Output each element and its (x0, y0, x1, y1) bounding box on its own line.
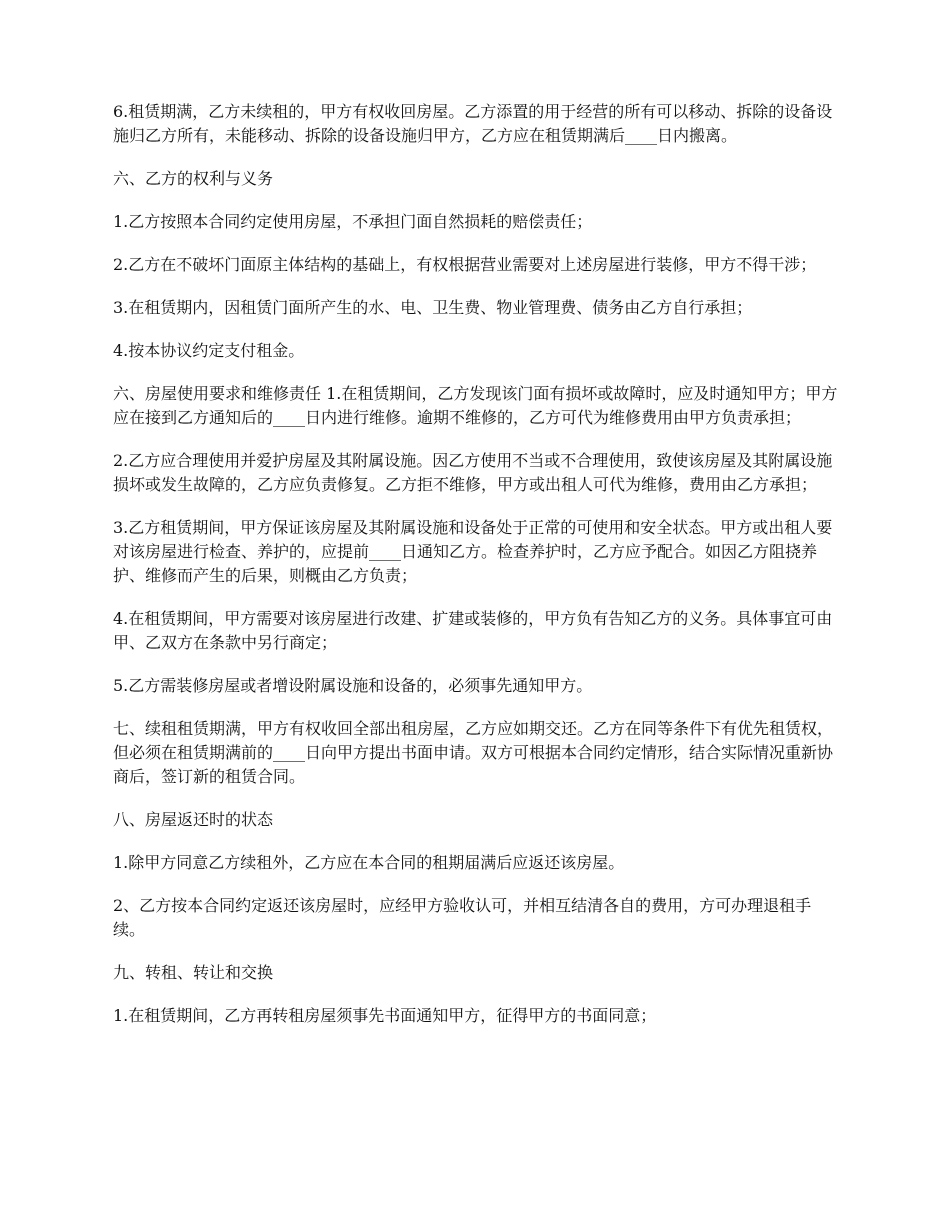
lessee-rights-item-1: 1.乙方按照本合同约定使用房屋，不承担门面自然损耗的赔偿责任； (113, 212, 593, 231)
maintenance-item-2: 2.乙方应合理使用并爱护房屋及其附属设施。因乙方使用不当或不合理使用，致使该房屋及其附属设施损坏或发生故障的，乙方应负责修复。乙方拒不维修，甲方或出租人可代为维修，费用由乙方承担； (113, 451, 833, 494)
section-heading-return-state: 八、房屋返还时的状态 (113, 810, 274, 829)
lessee-rights-item-4: 4.按本协议约定支付租金。 (113, 341, 305, 360)
maintenance-item-5: 5.乙方需装修房屋或者增设附属设施和设备的，必须事先通知甲方。 (113, 676, 593, 695)
sublease-item-1: 1.在租赁期间，乙方再转租房屋须事先书面通知甲方，征得甲方的书面同意； (113, 1006, 657, 1025)
lessee-rights-item-2: 2.乙方在不破坏门面原主体结构的基础上，有权根据营业需要对上述房屋进行装修，甲方不得干涉； (113, 255, 817, 274)
clause-6-expiry-paragraph: 6.租赁期满，乙方未续租的，甲方有权收回房屋。乙方添置的用于经营的所有可以移动、拆除的设备设施归乙方所有，未能移动、拆除的设备设施归甲方，乙方应在租赁期满后____日内搬离。 (113, 102, 833, 145)
return-state-item-1: 1.除甲方同意乙方续租外，乙方应在本合同的租期届满后应返还该房屋。 (113, 853, 625, 872)
section-heading-maintenance: 六、房屋使用要求和维修责任 1.在租赁期间，乙方发现该门面有损坏或故障时，应及时通知甲方；甲方应在接到乙方通知后的____日内进行维修。逾期不维修的，乙方可代为维修费用由甲方负责承担； (113, 384, 838, 427)
maintenance-item-4: 4.在租赁期间，甲方需要对该房屋进行改建、扩建或装修的，甲方负有告知乙方的义务。具体事宜可由甲、乙双方在条款中另行商定； (113, 609, 833, 652)
section-heading-sublease: 九、转租、转让和交换 (113, 963, 274, 982)
section-renewal-paragraph: 七、续租租赁期满，甲方有权收回全部出租房屋，乙方应如期交还。乙方在同等条件下有优先租赁权，但必须在租赁期满前的____日向甲方提出书面申请。双方可根据本合同约定情形，结合实际情况重新协商后，签订新的租赁合同。 (113, 719, 834, 786)
lessee-rights-item-3: 3.在租赁期内，因租赁门面所产生的水、电、卫生费、物业管理费、债务由乙方自行承担； (113, 298, 753, 317)
maintenance-item-3: 3.乙方租赁期间，甲方保证该房屋及其附属设施和设备处于正常的可使用和安全状态。甲方或出租人要对该房屋进行检查、养护的，应提前____日通知乙方。检查养护时，乙方应予配合。如因乙方阻挠养护、维修而产生的后果，则概由乙方负责； (113, 518, 833, 585)
document-page (113, 100, 841, 1047)
section-heading-lessee-rights: 六、乙方的权利与义务 (113, 169, 274, 188)
return-state-item-2: 2、乙方按本合同约定返还该房屋时，应经甲方验收认可，并相互结清各自的费用，方可办理退租手续。 (113, 896, 812, 939)
